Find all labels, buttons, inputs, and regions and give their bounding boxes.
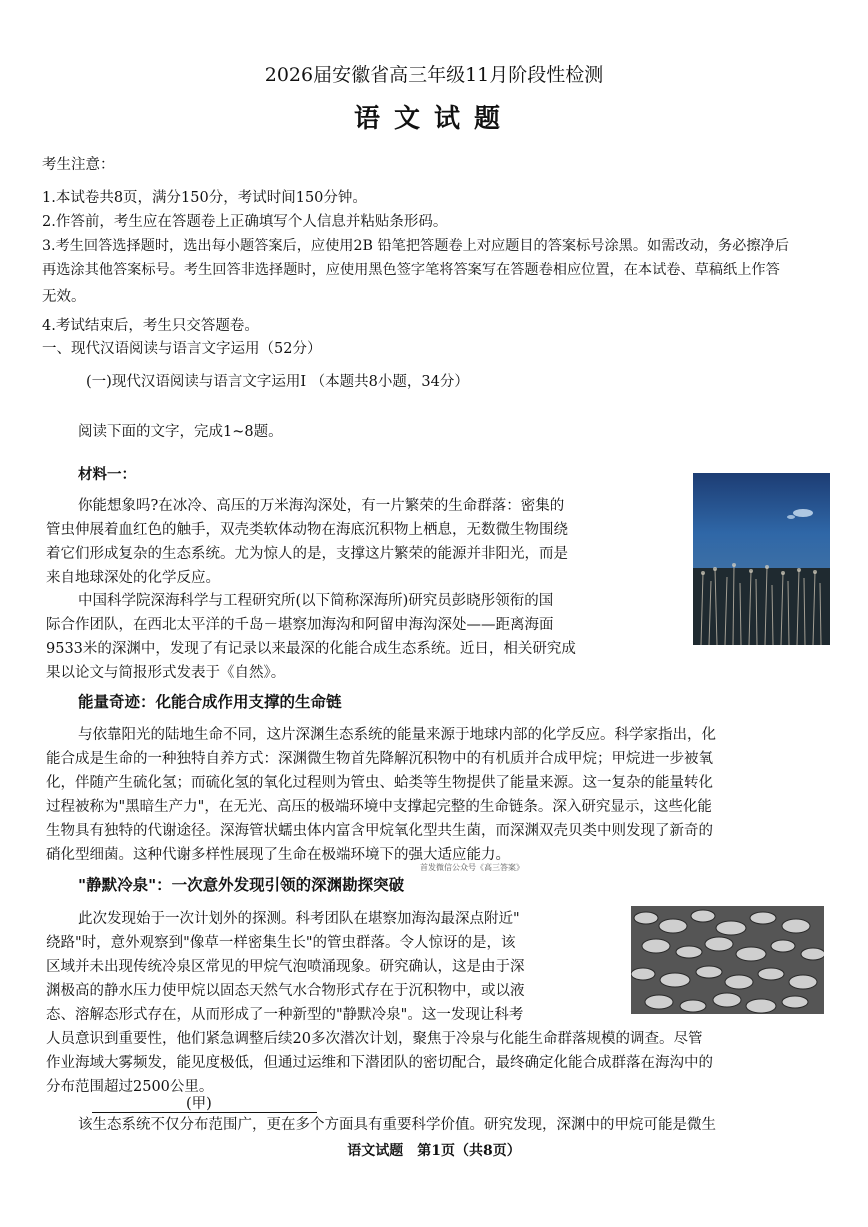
- p3-line-5: 生物具有独特的代谢途径。深海管状蠕虫体内富含甲烷氧化型共生菌，而深渊双壳贝类中则发现了新奇的: [46, 823, 713, 839]
- notice-item-3: 3.考生回答选择题时，选出每小题答案后，应使用2B 铅笔把答题卷上对应题目的答案标号涂黑。如需改动，务必擦净后: [42, 238, 789, 254]
- p4-line-2: 绕路"时，意外观察到"像草一样密集生长"的管虫群落。令人惊讶的是，该: [46, 935, 516, 951]
- p2-line-4: 果以论文与简报形式发表于《自然》。: [46, 665, 286, 681]
- clam-bed-photo: [631, 906, 824, 1014]
- answer-blank-line: [92, 1112, 317, 1113]
- p1-line-1: 你能想象吗?在冰冷、高压的万米海沟深处，有一片繁荣的生命群落：密集的: [78, 498, 565, 514]
- p4-line-4: 渊极高的静水压力使甲烷以固态天然气水合物形式存在于沉积物中，或以液: [46, 983, 525, 999]
- p3-line-6: 硝化型细菌。这种代谢多样性展现了生命在极端环境下的强大适应能力。: [46, 847, 510, 863]
- section-title: 一、现代汉语阅读与语言文字运用（52分）: [42, 341, 322, 357]
- p4-line-8: 分布范围超过2500公里。: [46, 1079, 214, 1095]
- notice-item-2: 2.作答前，考生应在答题卷上正确填写个人信息并粘贴条形码。: [42, 214, 448, 230]
- p4-line-6: 人员意识到重要性，他们紧急调整后续20多次潜次计划，聚焦于冷泉与化能生命群落规模的调查。尽管: [46, 1031, 703, 1047]
- p1-line-4: 来自地球深处的化学反应。: [46, 570, 220, 586]
- p5-line-1: 该生态系统不仅分布范围广，更在多个方面具有重要科学价值。研究发现，深渊中的甲烷可能是微生: [78, 1117, 716, 1133]
- reading-instruction: 阅读下面的文字，完成1~8题。: [78, 424, 283, 440]
- p3-line-3: 化，伴随产生硫化氢；而硫化氢的氧化过程则为管虫、蛤类等生物提供了能量来源。这一复杂的能量转化: [46, 775, 713, 791]
- clam-bed-illustration: [631, 906, 824, 1014]
- p4-line-5: 态、溶解态形式存在，从而形成了一种新型的"静默冷泉"。这一发现让科考: [46, 1007, 524, 1023]
- section-subtitle: (一)现代汉语阅读与语言文字运用Ⅰ （本题共8小题，34分）: [86, 374, 469, 390]
- notice-item-3-cont: 再选涂其他答案标号。考生回答非选择题时，应使用黑色签字笔将答案写在答题卷相应位置，在本试卷、草稿纸上作答: [42, 262, 780, 278]
- notice-item-1: 1.本试卷共8页，满分150分，考试时间150分钟。: [42, 190, 367, 206]
- deep-sea-tubeworm-photo: [693, 473, 830, 645]
- p2-line-3: 9533米的深渊中，发现了有记录以来最深的化能合成生态系统。近日，相关研究成: [46, 641, 576, 657]
- p4-line-7: 作业海域大雾频发，能见度极低，但通过运维和下潜团队的密切配合，最终确定化能合成群落在海沟中的: [46, 1055, 713, 1071]
- watermark-text: 首发微信公众号《高三答案》: [420, 863, 524, 872]
- notice-title: 考生注意：: [42, 157, 115, 173]
- p2-line-1: 中国科学院深海科学与工程研究所(以下简称深海所)研究员彭晓彤领衔的国: [78, 593, 554, 609]
- heading-energy: 能量奇迹：化能合成作用支撑的生命链: [78, 693, 342, 711]
- page-footer: 语文试题 第1页（共8页）: [347, 1143, 521, 1159]
- heading-silent-seep: "静默冷泉"：一次意外发现引领的深渊勘探突破: [78, 876, 405, 894]
- p3-line-1: 与依靠阳光的陆地生命不同，这片深渊生态系统的能量来源于地球内部的化学反应。科学家指出，化: [78, 727, 716, 743]
- subject-title: 语文试题: [353, 104, 514, 134]
- p1-line-3: 着它们形成复杂的生态系统。尤为惊人的是，支撑这片繁荣的能源并非阳光，而是: [46, 546, 568, 562]
- deep-sea-illustration: [693, 473, 830, 645]
- exam-title: 2026届安徽省高三年级11月阶段性检测: [264, 64, 604, 86]
- p3-line-2: 能合成是生命的一种独特自养方式：深渊微生物首先降解沉积物中的有机质并合成甲烷；甲烷进一步被氧: [46, 751, 713, 767]
- p4-line-3: 区域并未出现传统冷泉区常见的甲烷气泡喷涌现象。研究确认，这是由于深: [46, 959, 525, 975]
- p4-line-1: 此次发现始于一次计划外的探测。科考团队在堪察加海沟最深点附近": [78, 911, 520, 927]
- blank-label-jia: (甲): [186, 1096, 212, 1112]
- material-label: 材料一：: [78, 466, 136, 483]
- notice-item-3-end: 无效。: [42, 289, 86, 305]
- notice-item-4: 4.考试结束后，考生只交答题卷。: [42, 318, 259, 334]
- p1-line-2: 管虫伸展着血红色的触手，双壳类软体动物在海底沉积物上栖息，无数微生物围绕: [46, 522, 568, 538]
- p3-line-4: 过程被称为"黑暗生产力"，在无光、高压的极端环境中支撑起完整的生命链条。深入研究显示，这些化能: [46, 799, 712, 815]
- p2-line-2: 际合作团队，在西北太平洋的千岛－堪察加海沟和阿留申海沟深处——距离海面: [46, 617, 554, 633]
